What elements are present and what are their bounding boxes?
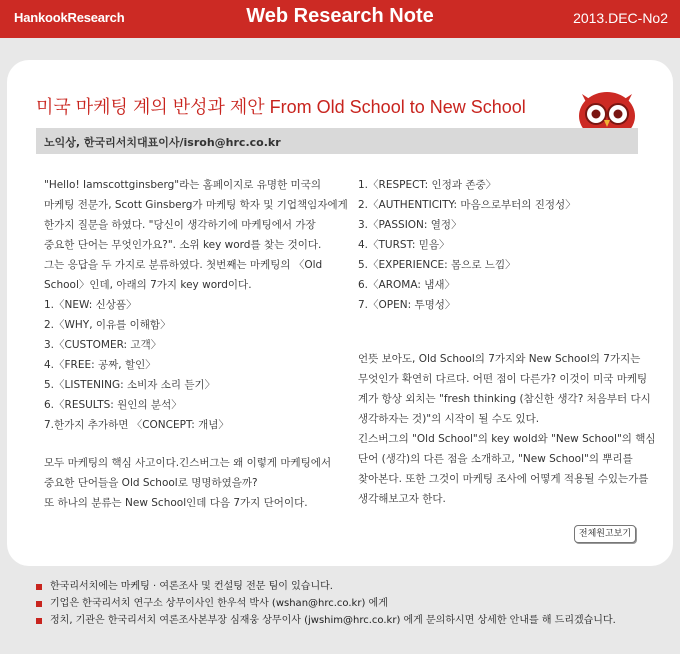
old-school-item: 4.〈FREE: 공짜, 할인〉 [44, 359, 156, 371]
paragraph-line: 중요한 단어는 무엇인가요?". 소위 key word를 찾는 것이다. [44, 239, 322, 251]
footer-text: 기업은 한국리서치 연구소 상무이사인 한우석 박사 (wshan@hrc.co.kr) 에게 [50, 598, 388, 609]
article-headline: 미국 마케팅 계의 반성과 제안 From Old School to New School [36, 97, 526, 117]
paragraph-line: 모두 마케팅의 핵심 사고이다.긴스버그는 왜 이렇게 마케팅에서 [44, 457, 332, 469]
paragraph-line: 또 하나의 분류는 New School인데 다음 7가지 단어이다. [44, 497, 308, 509]
author-bar [36, 128, 638, 154]
bullet-icon [36, 618, 42, 624]
paragraph-line: 언뜻 보아도, Old School의 7가지와 New School의 7가지는 [358, 353, 641, 365]
new-school-item: 7.〈OPEN: 투명성〉 [358, 299, 456, 311]
right-column-text [358, 349, 656, 509]
page-title: Web Research Note [246, 5, 434, 27]
issue-number: 2013.DEC-No2 [573, 10, 668, 26]
new-school-item: 3.〈PASSION: 열정〉 [358, 219, 462, 231]
view-full-text-button[interactable]: 전체원고보기 [574, 525, 636, 543]
new-school-item: 2.〈AUTHENTICITY: 마음으로부터의 진정성〉 [358, 199, 576, 211]
footer-line [36, 595, 616, 612]
paragraph-line: 한가지 질문을 하였다. "당신이 생각하기에 마케팅에서 가장 [44, 219, 316, 231]
old-school-item: 2.〈WHY, 이유를 이해함〉 [44, 319, 171, 331]
right-column-list [358, 175, 648, 315]
new-school-item: 4.〈TURST: 믿음〉 [358, 239, 450, 251]
paragraph-line: 마케팅 전문가, Scott Ginsberg가 마케팅 학자 및 기업책임자에게 [44, 199, 348, 211]
old-school-item: 1.〈NEW: 신상품〉 [44, 299, 137, 311]
old-school-item: 6.〈RESULTS: 원인의 분석〉 [44, 399, 182, 411]
contact-footer [36, 578, 616, 629]
bullet-icon [36, 601, 42, 607]
new-school-item: 6.〈AROMA: 냄새〉 [358, 279, 455, 291]
paragraph-line: "Hello! Iamscottginsberg"라는 홈페이지로 유명한 미국의 [44, 179, 321, 191]
paragraph-line: 긴스버그의 "Old School"의 key wold와 "New School"의 핵심 [358, 433, 656, 445]
footer-line [36, 612, 616, 629]
header-bar [0, 0, 680, 38]
left-column [44, 175, 348, 513]
old-school-item: 3.〈CUSTOMER: 고객〉 [44, 339, 162, 351]
bullet-icon [36, 584, 42, 590]
paragraph-line: 찾아본다. 또한 그것이 마케팅 조사에 어떻게 적용될 수있는가를 [358, 473, 649, 485]
article-author: 노익상, 한국리서치대표이사/isroh@hrc.co.kr [44, 136, 281, 149]
paragraph-line: 그는 응답을 두 가지로 분류하였다. 첫번째는 마케팅의 〈Old [44, 259, 323, 271]
paragraph-line: 생각하자는 것)"의 시작이 될 수도 있다. [358, 413, 540, 425]
paragraph-line: 계가 항상 외치는 "fresh thinking (참신한 생각? 처음부터 다시 [358, 393, 651, 405]
footer-text: 한국리서치에는 마케팅 · 여론조사 및 컨설팅 전문 팀이 있습니다. [50, 581, 333, 592]
brand-logo: HankookResearch [14, 10, 125, 25]
paragraph-line: 중요한 단어들을 Old School로 명명하였을까? [44, 477, 258, 489]
paragraph-line: School〉인데, 아래의 7가지 key word이다. [44, 279, 252, 291]
old-school-item: 7.한가지 추가하면 〈CONCEPT: 개념〉 [44, 419, 229, 431]
footer-text: 정치, 기관은 한국리서치 여론조사본부장 심재웅 상무이사 (jwshim@hrc.co.kr) 에게 문의하시면 상세한 안내를 해 드리겠습니다. [50, 615, 616, 626]
paragraph-line: 무엇인가 확연히 다르다. 어떤 점이 다른가? 이것이 미국 마케팅 [358, 373, 648, 385]
footer-line [36, 578, 616, 595]
paragraph-line: 생각해보고자 한다. [358, 493, 446, 505]
new-school-item: 1.〈RESPECT: 인정과 존중〉 [358, 179, 497, 191]
paragraph-line: 단어 (생각)의 다른 점을 소개하고, "New School"의 뿌리를 [358, 453, 633, 465]
old-school-item: 5.〈LISTENING: 소비자 소리 듣기〉 [44, 379, 216, 391]
new-school-item: 5.〈EXPERIENCE: 몸으로 느낌〉 [358, 259, 516, 271]
